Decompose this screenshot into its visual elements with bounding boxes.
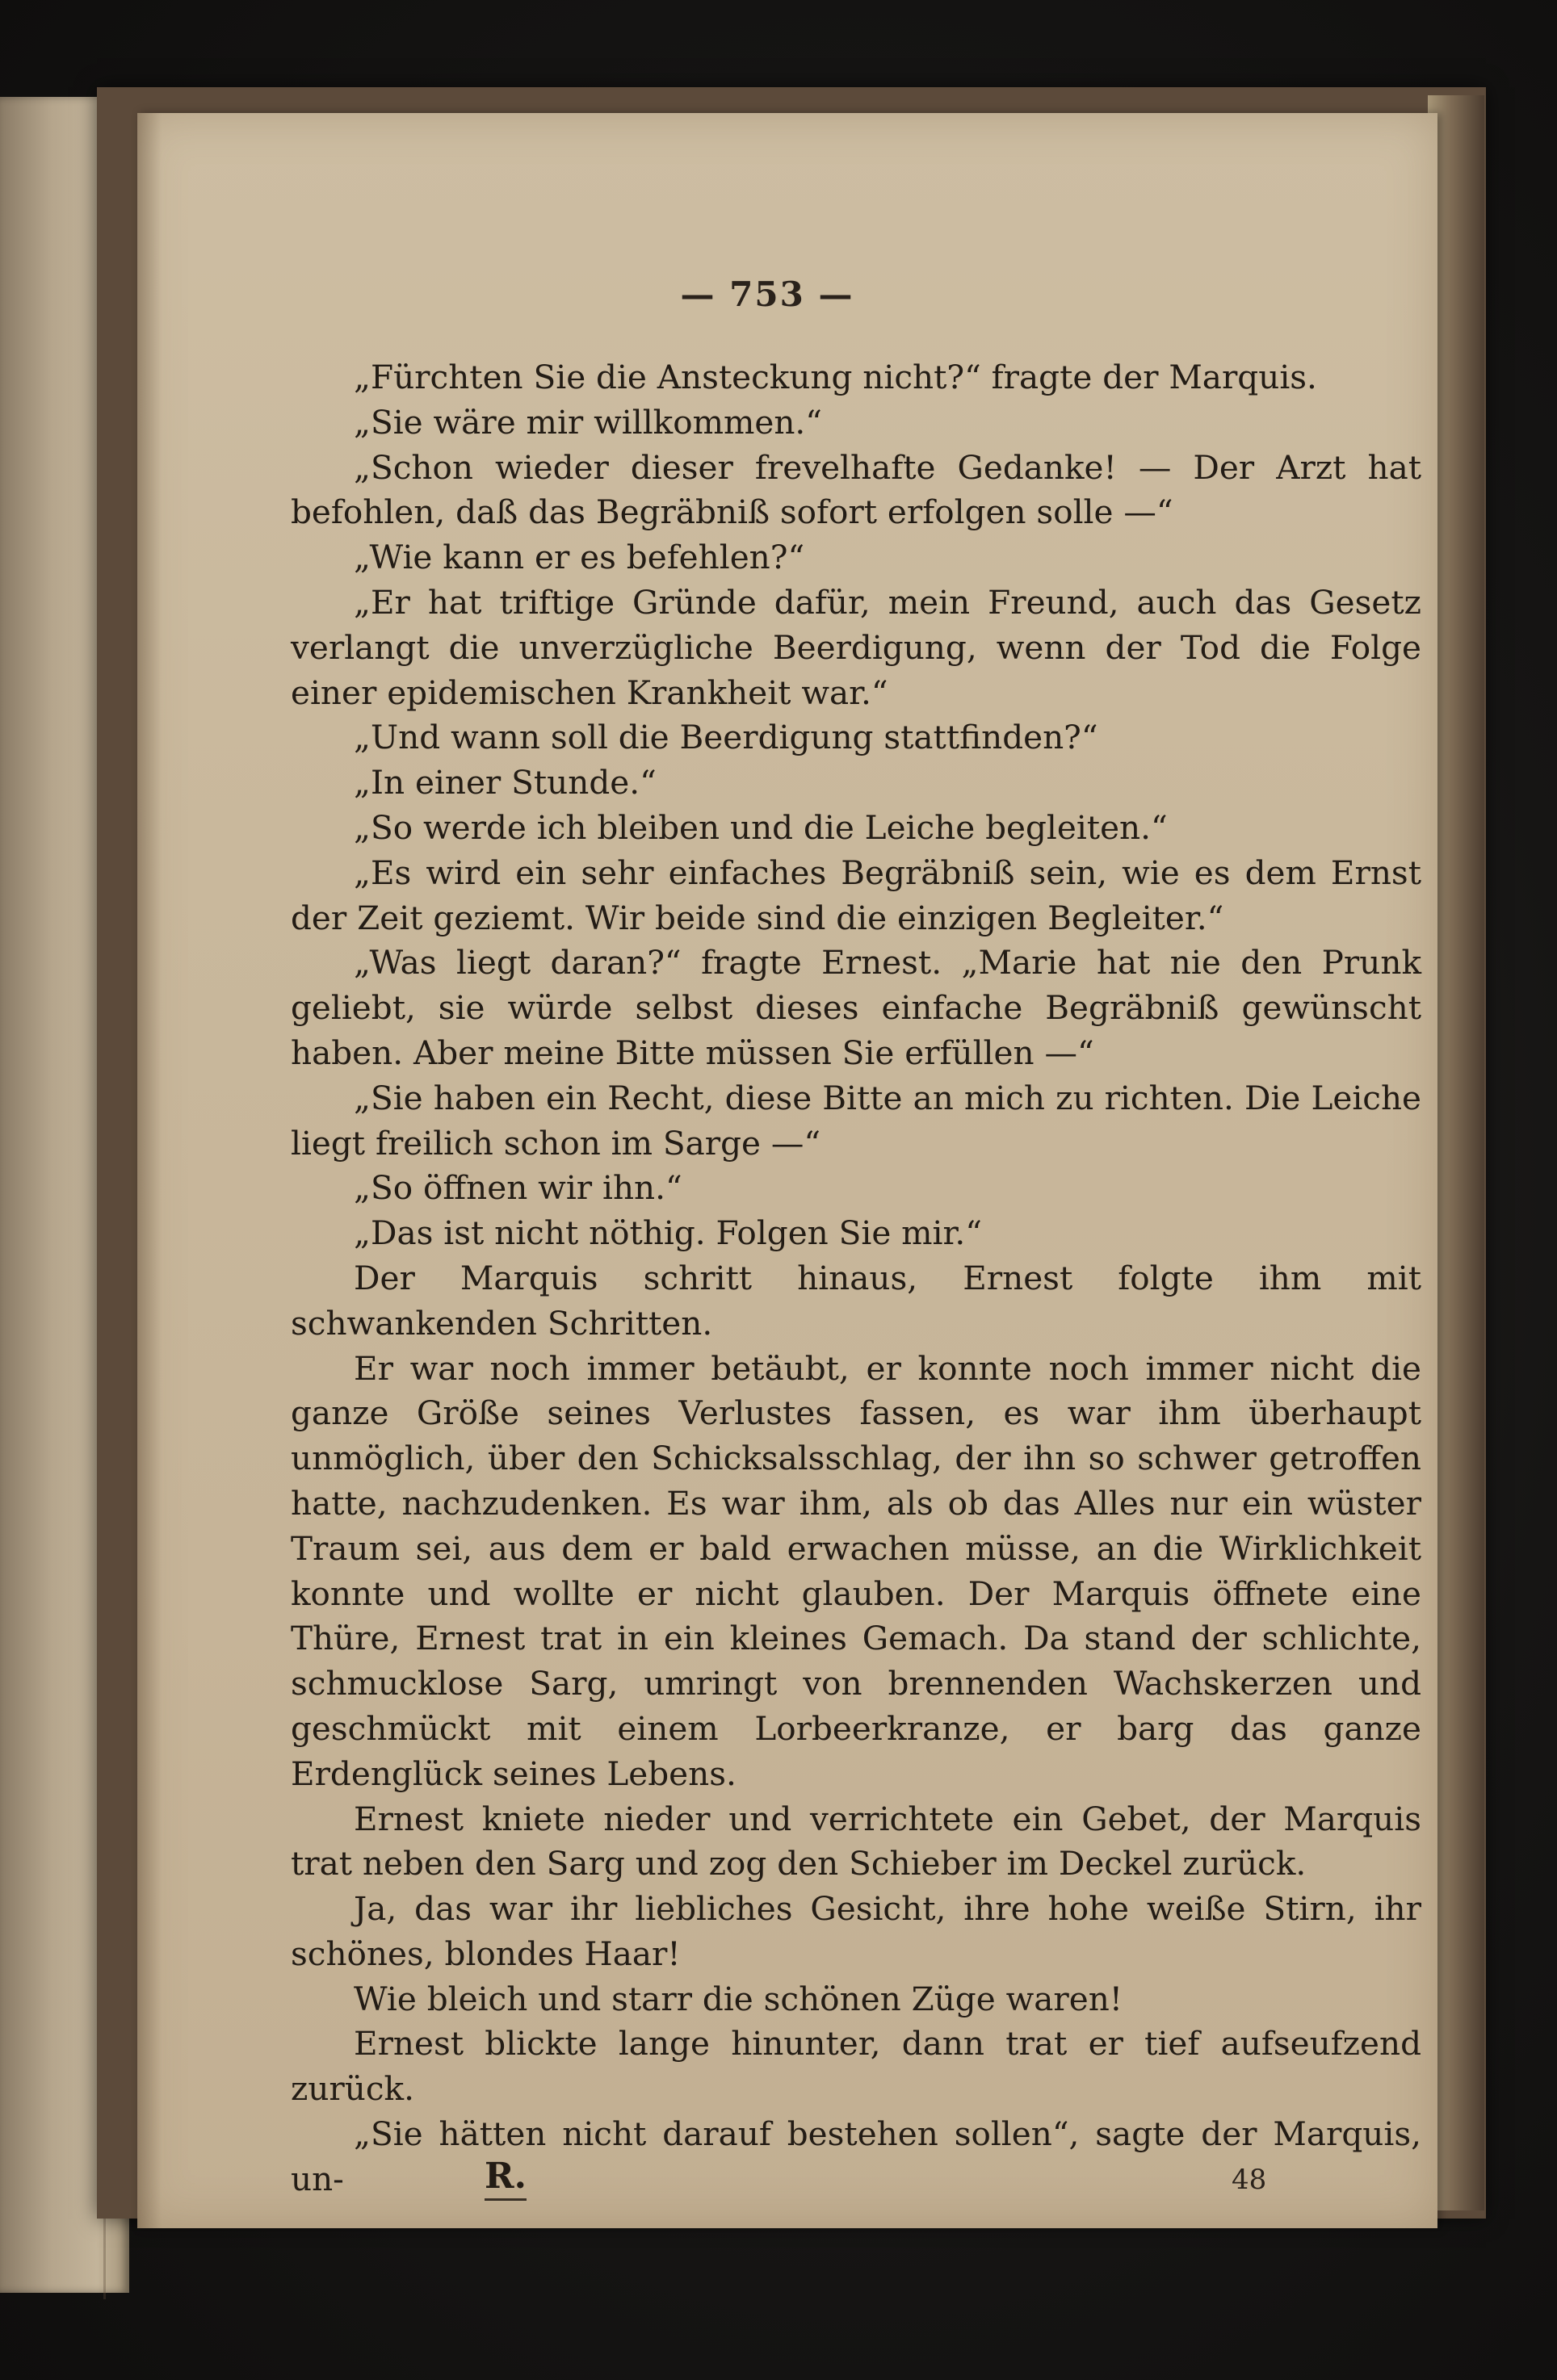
book-page bbox=[137, 113, 1437, 2228]
paragraph: „So werde ich bleiben und die Leiche begleiten.“ bbox=[354, 807, 1168, 847]
paragraph: Er war noch immer betäubt, er konnte noch immer nicht die ganze Größe seines Verlustes fassen, es war ihm überhaupt unmöglich, über den Schicksalsschlag, der ihn so schwer getroffen hatte, nachzudenken. Es war ihm, als ob das Alles nur ein wüster Traum sei, aus dem er bald erwachen müsse, an die Wirklichkeit konnte und wollte er nicht glauben. Der Marquis öffnete eine Thüre, Ernest trat in ein kleines Gemach. Da stand der schlichte, schmucklose Sarg, umringt von brennenden Wachskerzen und geschmückt mit einem Lorbeerkranze, er barg das ganze Erdenglück seines Lebens. bbox=[291, 1348, 1421, 1793]
paragraph: „Und wann soll die Beerdigung stattfinden?“ bbox=[354, 718, 1098, 757]
signature-mark: R. bbox=[485, 2156, 527, 2201]
paragraph: „Schon wieder dieser frevelhafte Gedanke! — Der Arzt hat befohlen, daß das Begräbniß sofort erfolgen solle —“ bbox=[291, 447, 1421, 532]
paragraph: Ernest blickte lange hinunter, dann trat er tief aufseufzend zurück. bbox=[291, 2024, 1421, 2109]
paragraph: „Sie haben ein Recht, diese Bitte an mich zu richten. Die Leiche liegt freilich schon im Sarge —“ bbox=[291, 1078, 1421, 1163]
paragraph: „Was liegt daran?“ fragte Ernest. „Marie hat nie den Prunk geliebt, sie würde selbst dieses einfache Begräbniß gewünscht haben. Aber meine Bitte müssen Sie erfüllen —“ bbox=[291, 943, 1421, 1072]
paragraph: „Er hat triftige Gründe dafür, mein Freund, auch das Gesetz verlangt die unverzügliche Beerdigung, wenn der Tod die Folge einer epidemischen Krankheit war.“ bbox=[291, 582, 1421, 712]
paragraph: Ernest kniete nieder und verrichtete ein Gebet, der Marquis trat neben den Sarg und zog den Schieber im Deckel zurück. bbox=[291, 1799, 1421, 1883]
paragraph: „Es wird ein sehr einfaches Begräbniß sein, wie es dem Ernst der Zeit geziemt. Wir beide sind die einzigen Begleiter.“ bbox=[291, 853, 1421, 937]
page-gutter bbox=[137, 113, 162, 2228]
paragraph: „Sie hätten nicht darauf bestehen sollen“, sagte der Marquis, un- bbox=[291, 2114, 1421, 2198]
left-cover-edge bbox=[0, 87, 106, 2299]
page-text bbox=[291, 355, 1421, 2202]
paragraph: Ja, das war ihr liebliches Gesicht, ihre hohe weiße Stirn, ihr schönes, blondes Haar! bbox=[291, 1889, 1421, 1973]
paragraph: Wie bleich und starr die schönen Züge waren! bbox=[354, 1979, 1123, 2018]
page-footer bbox=[291, 2156, 1421, 2204]
paragraph: „In einer Stunde.“ bbox=[354, 763, 657, 802]
paragraph: „Fürchten Sie die Ansteckung nicht?“ fragte der Marquis. bbox=[354, 358, 1317, 396]
paragraph: Der Marquis schritt hinaus, Ernest folgte ihm mit schwankenden Schritten. bbox=[291, 1258, 1421, 1343]
paragraph: „Das ist nicht nöthig. Folgen Sie mir.“ bbox=[354, 1213, 983, 1253]
paragraph: „Wie kann er es befehlen?“ bbox=[354, 538, 805, 577]
sheet-number: 48 bbox=[1232, 2164, 1267, 2196]
paragraph: „Sie wäre mir willkommen.“ bbox=[354, 402, 823, 442]
page-number: — 753 — bbox=[680, 274, 854, 314]
paragraph: „So öffnen wir ihn.“ bbox=[354, 1168, 682, 1208]
